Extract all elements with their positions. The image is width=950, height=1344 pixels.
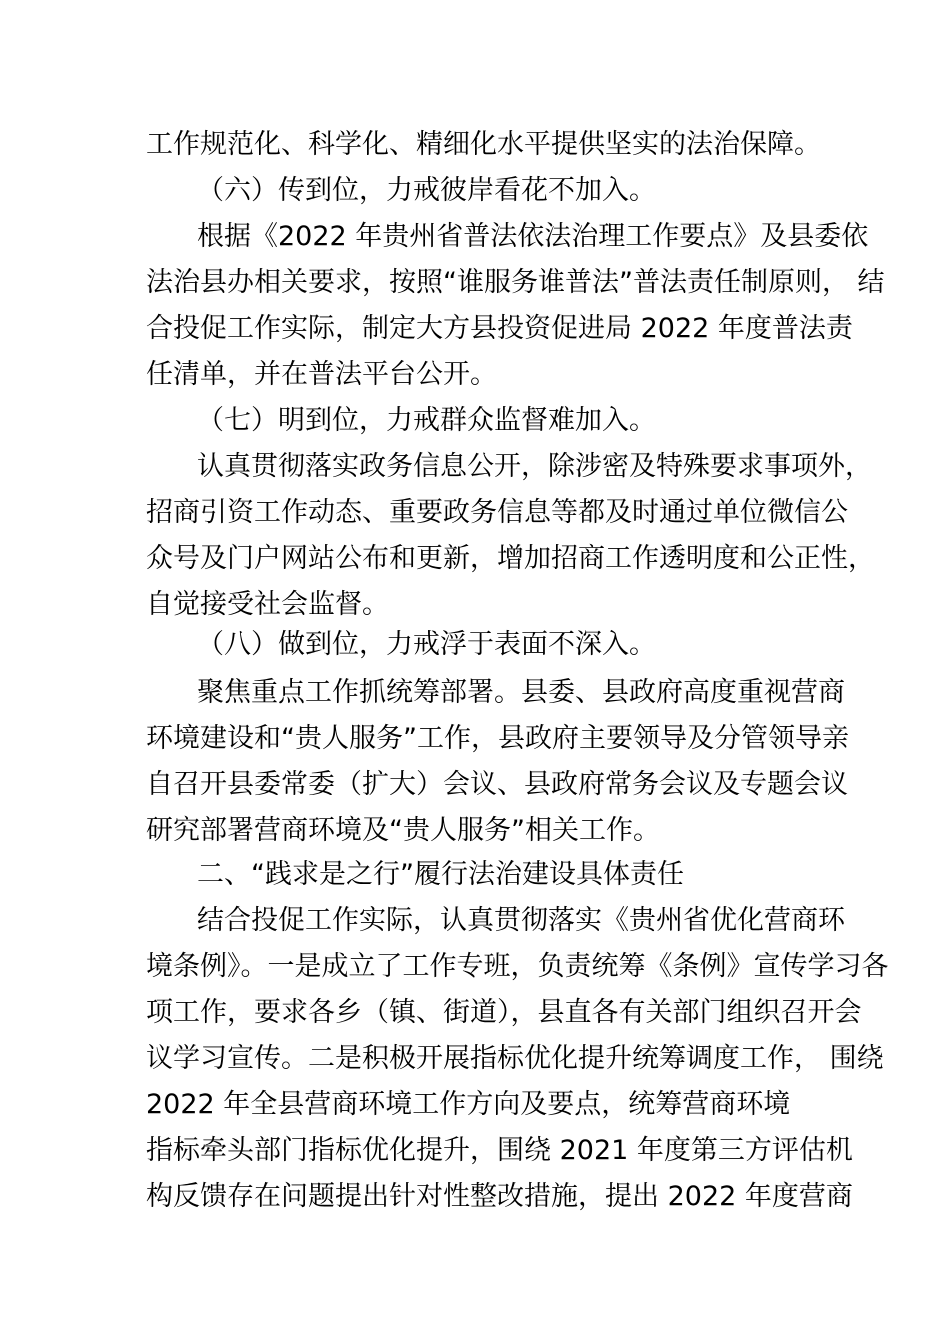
body-line-23: 指标牵头部门指标优化提升，围绕 2021 年度第三方评估机 xyxy=(146,1135,853,1166)
section-heading-7: （七）明到位，力戒群众监督难加入。 xyxy=(197,405,656,436)
body-line-6: 任清单，并在普法平台公开。 xyxy=(146,359,497,390)
body-line-14: 环境建设和“贵人服务”工作，县政府主要领导及分管领导亲 xyxy=(146,723,849,754)
body-line-11: 自觉接受社会监督。 xyxy=(146,589,389,620)
section-heading-6: （六）传到位，力戒彼岸看花不加入。 xyxy=(197,175,656,206)
body-line-9: 招商引资工作动态、重要政务信息等都及时通过单位微信公 xyxy=(146,497,848,528)
body-line-3: 根据《2022 年贵州省普法依法治理工作要点》及县委依 xyxy=(197,221,869,252)
body-line-19: 境条例》。一是成立了工作专班，负责统筹《条例》宣传学习各 xyxy=(146,951,889,982)
section-heading-8: （八）做到位，力戒浮于表面不深入。 xyxy=(197,629,656,660)
body-line-21: 议学习宣传。二是积极开展指标优化提升统筹调度工作， 围绕 xyxy=(146,1043,884,1074)
body-line-4: 法治县办相关要求，按照“谁服务谁普法”普法责任制原则， 结 xyxy=(146,267,885,298)
body-line-10: 众号及门户网站公布和更新，增加招商工作透明度和公正性， xyxy=(146,543,875,574)
body-line-15: 自召开县委常委（扩大）会议、县政府常务会议及专题会议 xyxy=(146,769,848,800)
body-line-20: 项工作，要求各乡（镇、街道），县直各有关部门组织召开会 xyxy=(146,997,862,1028)
body-line-5: 合投促工作实际，制定大方县投资促进局 2022 年度普法责 xyxy=(146,313,853,344)
body-line-22: 2022 年全县营商环境工作方向及要点，统筹营商环境 xyxy=(146,1089,791,1120)
section-heading-2: 二、“践求是之行”履行法治建设具体责任 xyxy=(197,859,684,890)
body-line-16: 研究部署营商环境及“贵人服务”相关工作。 xyxy=(146,815,660,846)
body-line-13: 聚焦重点工作抓统筹部署。县委、县政府高度重视营商 xyxy=(197,677,845,708)
body-line-8: 认真贯彻落实政务信息公开，除涉密及特殊要求事项外， xyxy=(197,451,872,482)
body-line-18: 结合投促工作实际，认真贯彻落实《贵州省优化营商环 xyxy=(197,905,845,936)
body-line-1: 工作规范化、科学化、精细化水平提供坚实的法治保障。 xyxy=(146,129,821,160)
body-line-24: 构反馈存在问题提出针对性整改措施，提出 2022 年度营商 xyxy=(146,1181,853,1212)
